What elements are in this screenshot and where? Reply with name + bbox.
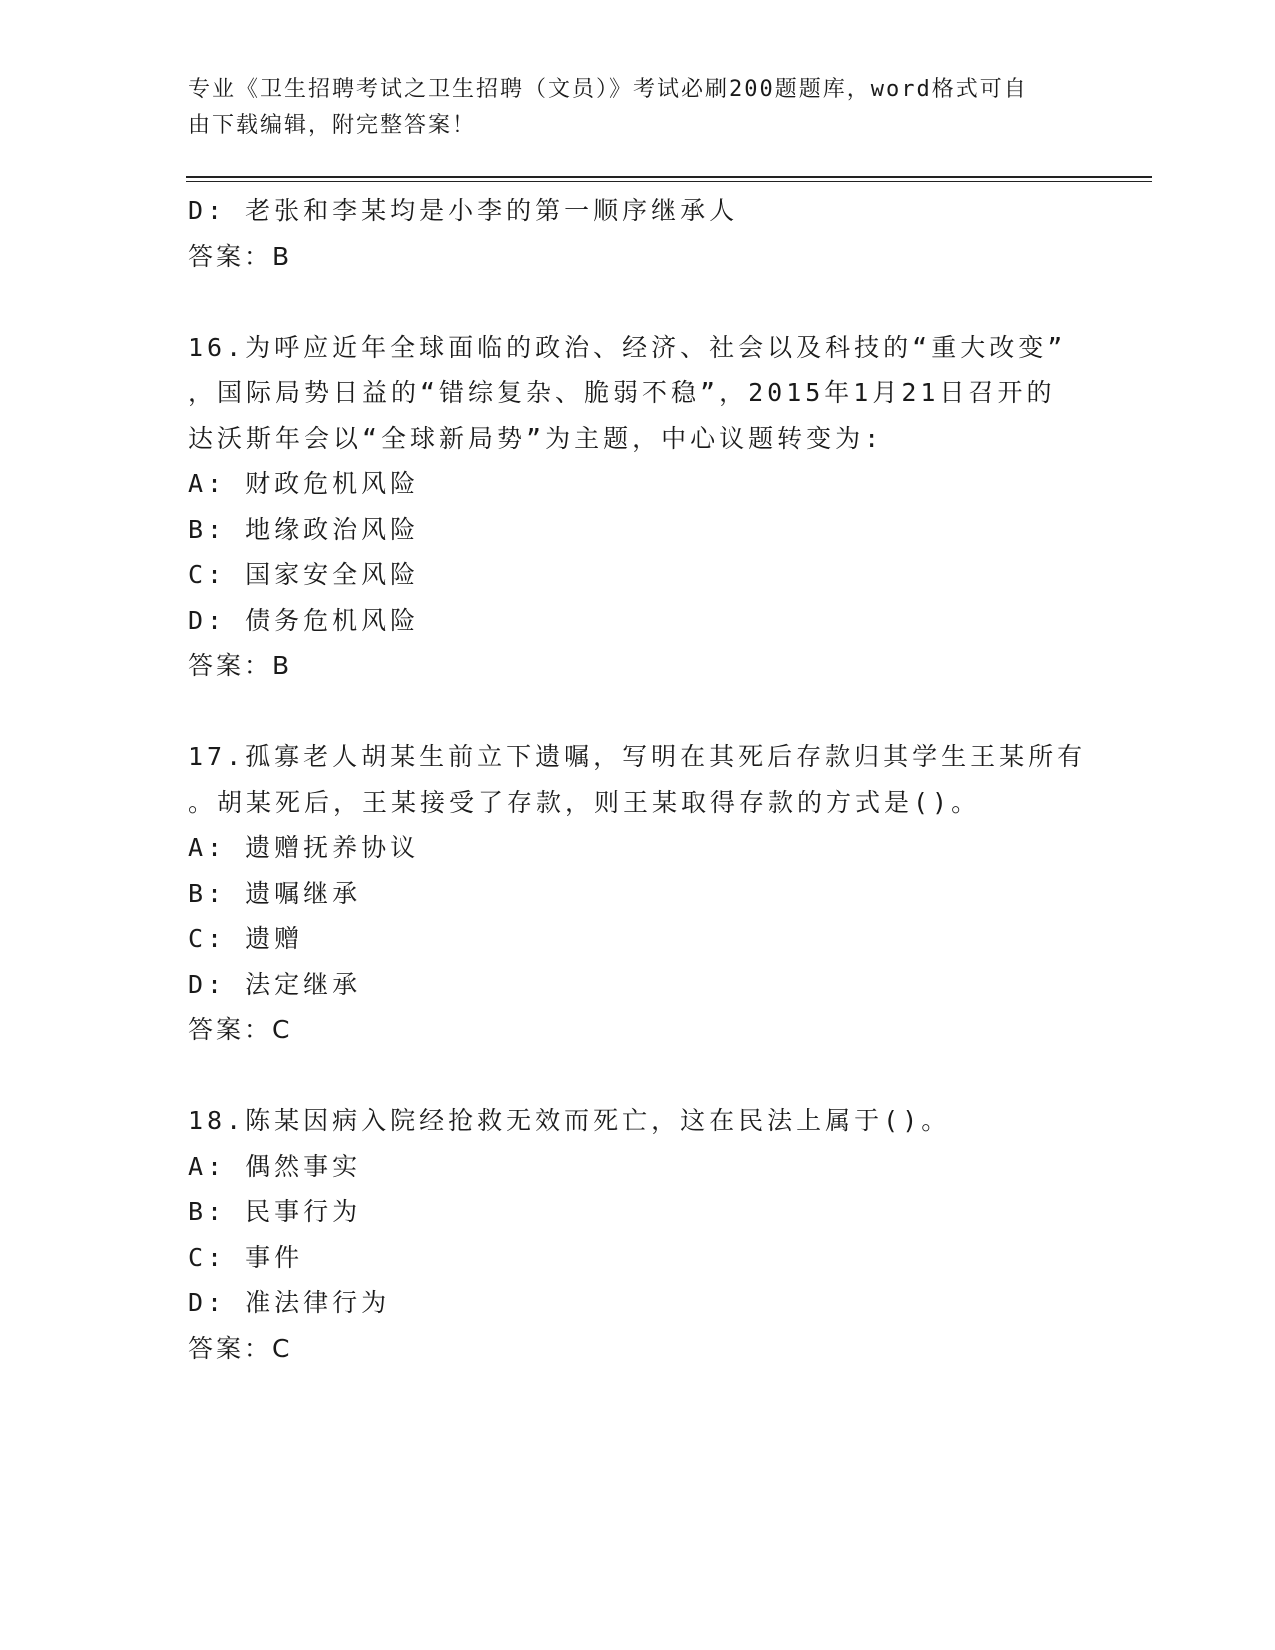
- answer-line: 答案：C: [188, 1015, 293, 1044]
- option-c: C: 事件: [188, 1242, 304, 1272]
- question-content: [188, 188, 1088, 1371]
- option-b: B: 地缘政治风险: [188, 514, 420, 544]
- answer-line: 答案：C: [188, 1333, 293, 1363]
- spacer: [188, 279, 1088, 325]
- answer-line: 答案：B: [188, 651, 293, 680]
- spacer: [188, 1053, 1088, 1099]
- header-line-1: 专业《卫生招聘考试之卫生招聘（文员）》考试必刷200题题库，word格式可自: [188, 77, 1028, 102]
- header-rule-thick: [186, 176, 1152, 178]
- option-a: A: 财政危机风险: [188, 469, 420, 498]
- option-a: A: 偶然事实: [188, 1151, 362, 1181]
- option-d: D: 老张和李某均是小李的第一顺序继承人: [188, 196, 739, 225]
- question-stem-line: 18.陈某因病入院经抢救无效而死亡，这在民法上属于()。: [188, 1106, 951, 1135]
- question-stem-line: 。胡某死后，王某接受了存款，则王某取得存款的方式是()。: [188, 787, 981, 817]
- option-b: B: 民事行为: [188, 1197, 362, 1226]
- question-stem-line: 16.为呼应近年全球面临的政治、经济、社会以及科技的“重大改变”: [188, 332, 1067, 362]
- option-c: C: 遗赠: [188, 924, 304, 953]
- option-d: D: 法定继承: [188, 969, 362, 999]
- question-stem-line: ，国际局势日益的“错综复杂、脆弱不稳”，2015年1月21日召开的: [188, 378, 1056, 407]
- option-d: D: 准法律行为: [188, 1288, 391, 1317]
- option-b: B: 遗嘱继承: [188, 878, 362, 908]
- spacer: [188, 689, 1088, 735]
- question-16: [188, 325, 1088, 689]
- option-c: C: 国家安全风险: [188, 560, 420, 589]
- header-line-2: 由下载编辑，附完整答案！: [188, 113, 477, 138]
- answer-line: 答案：B: [188, 241, 293, 271]
- question-17: [188, 734, 1088, 1053]
- question-stem-line: 达沃斯年会以“全球新局势”为主题，中心议题转变为:: [188, 423, 884, 453]
- question-18: [188, 1098, 1088, 1371]
- question-stem-line: 17.孤寡老人胡某生前立下遗嘱，写明在其死后存款归其学生王某所有: [188, 742, 1087, 771]
- header-rule-thin: [186, 181, 1152, 182]
- option-d: D: 债务危机风险: [188, 605, 420, 635]
- option-a: A: 遗赠抚养协议: [188, 833, 420, 862]
- document-header: [188, 72, 1068, 144]
